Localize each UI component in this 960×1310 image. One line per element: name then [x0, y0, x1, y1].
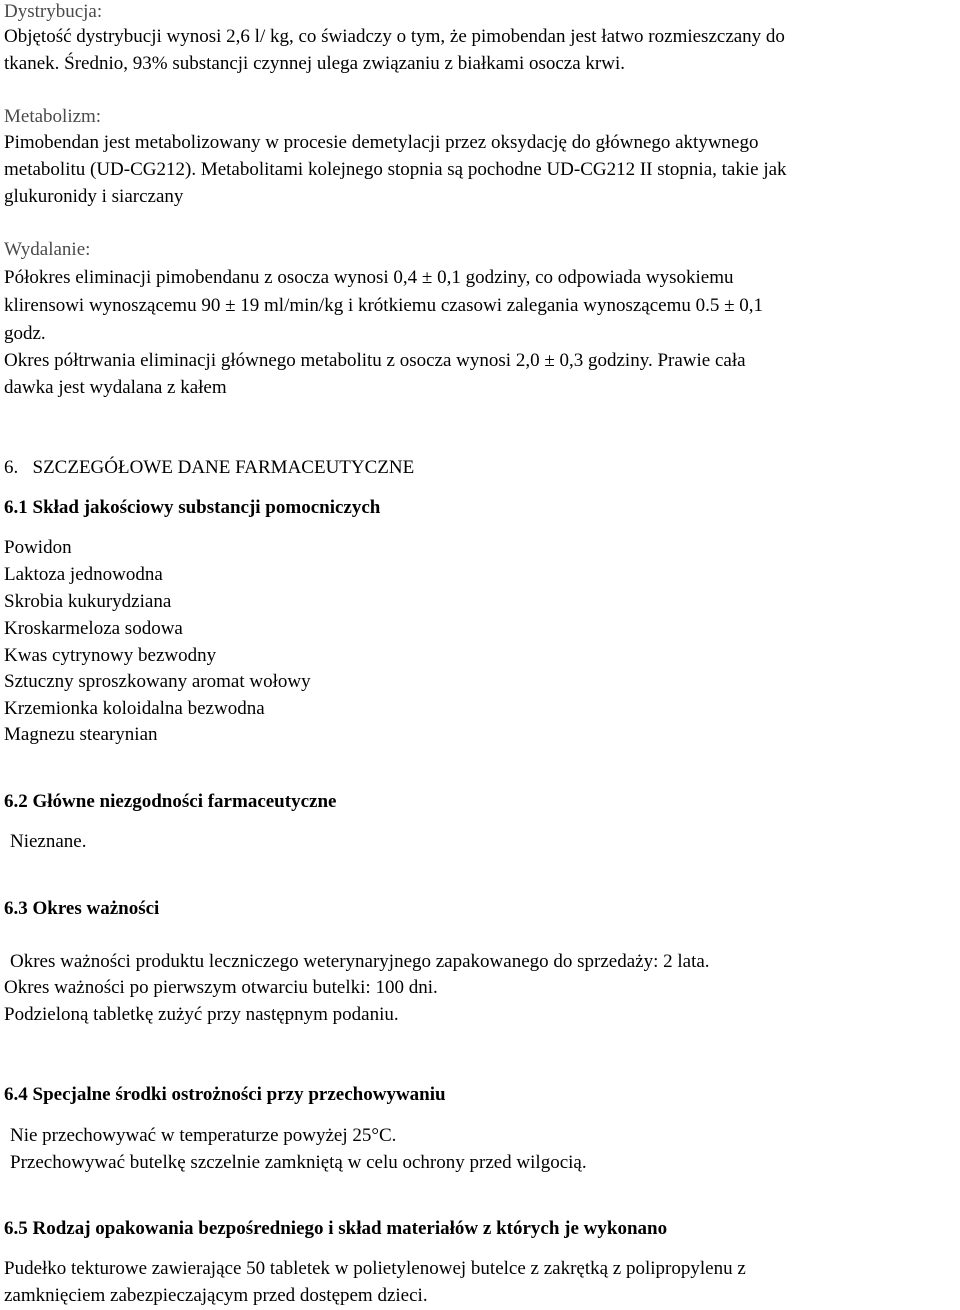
metabolism-line-2: metabolitu (UD-CG212). Metabolitami kolejnego stopnia są pochodne UD-CG212 II stopnia, takie jak — [4, 159, 787, 180]
section-6-4-heading: 6.4 Specjalne środki ostrożności przy przechowywaniu — [4, 1084, 446, 1105]
section-6-3-heading: 6.3 Okres ważności — [4, 898, 160, 919]
incompatibilities-text: Nieznane. — [10, 831, 87, 852]
excretion-line-5: dawka jest wydalana z kałem — [4, 377, 227, 398]
excipient-item: Kroskarmeloza sodowa — [4, 618, 183, 639]
excipient-item: Powidon — [4, 537, 72, 558]
excretion-line-2: klirensowi wynoszącemu 90 ± 19 ml/min/kg i krótkiemu czasowi zalegania wynoszącemu 0.5 ± 0,1 — [4, 295, 764, 316]
excipient-item: Kwas cytrynowy bezwodny — [4, 645, 217, 666]
excretion-line-1: Półokres eliminacji pimobendanu z osocza wynosi 0,4 ± 0,1 godziny, co odpowiada wysokiemu — [4, 267, 734, 288]
excretion-line-4: Okres półtrwania eliminacji głównego metabolitu z osocza wynosi 2,0 ± 0,3 godziny. Prawie cała — [4, 350, 746, 371]
excipient-item: Sztuczny sproszkowany aromat wołowy — [4, 671, 311, 692]
excretion-heading: Wydalanie: — [4, 239, 91, 260]
storage-line-2: Przechowywać butelkę szczelnie zamkniętą w celu ochrony przed wilgocią. — [10, 1152, 587, 1173]
metabolism-heading: Metabolizm: — [4, 106, 102, 127]
shelf-life-line-2: Okres ważności po pierwszym otwarciu butelki: 100 dni. — [4, 977, 438, 998]
section-6-heading: 6. SZCZEGÓŁOWE DANE FARMACEUTYCZNE — [4, 457, 415, 478]
shelf-life-line-3: Podzieloną tabletkę zużyć przy następnym podaniu. — [4, 1004, 399, 1025]
excipient-item: Krzemionka koloidalna bezwodna — [4, 698, 265, 719]
shelf-life-line-1: Okres ważności produktu leczniczego weterynaryjnego zapakowanego do sprzedaży: 2 lata. — [10, 951, 710, 972]
distribution-line-2: tkanek. Średnio, 93% substancji czynnej ulega związaniu z białkami osocza krwi. — [4, 53, 625, 74]
excipient-item: Skrobia kukurydziana — [4, 591, 172, 612]
packaging-line-1: Pudełko tekturowe zawierające 50 tabletek w polietylenowej butelce z zakrętką z polipropylenu z — [4, 1258, 746, 1279]
section-6-2-heading: 6.2 Główne niezgodności farmaceutyczne — [4, 791, 337, 812]
packaging-line-2: zamknięciem zabezpieczającym przed dostępem dzieci. — [4, 1285, 428, 1306]
distribution-heading: Dystrybucja: — [4, 1, 103, 22]
distribution-line-1: Objętość dystrybucji wynosi 2,6 l/ kg, co świadczy o tym, że pimobendan jest łatwo rozmieszczany do — [4, 26, 785, 47]
excipient-item: Laktoza jednowodna — [4, 564, 163, 585]
storage-line-1: Nie przechowywać w temperaturze powyżej 25°C. — [10, 1125, 397, 1146]
metabolism-line-3: glukuronidy i siarczany — [4, 186, 184, 207]
section-6-1-heading: 6.1 Skład jakościowy substancji pomocniczych — [4, 497, 381, 518]
section-6-5-heading: 6.5 Rodzaj opakowania bezpośredniego i skład materiałów z których je wykonano — [4, 1218, 668, 1239]
metabolism-line-1: Pimobendan jest metabolizowany w procesie demetylacji przez oksydację do głównego aktywnego — [4, 132, 759, 153]
excipient-item: Magnezu stearynian — [4, 724, 158, 745]
excretion-line-3: godz. — [4, 323, 46, 344]
